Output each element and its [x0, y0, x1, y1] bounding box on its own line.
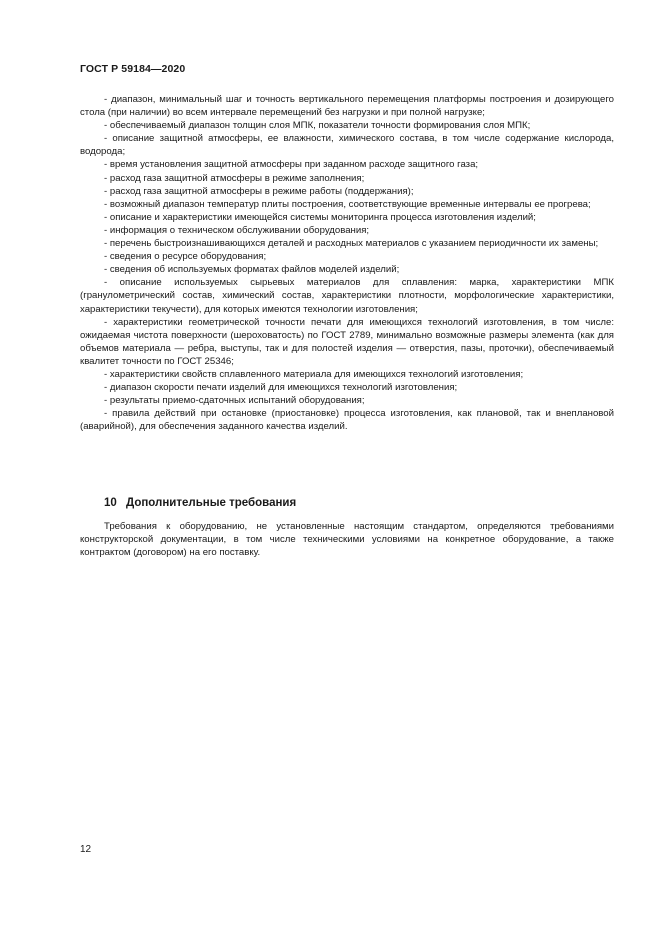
list-item: - правила действий при остановке (приостановке) процесса изготовления, как плановой, так и внеплановой (аварийной), для обеспечения заданного качества изделий. [80, 408, 614, 433]
page-number: 12 [80, 844, 92, 855]
list-item: - обеспечиваемый диапазон толщин слоя МПК, показатели точности формирования слоя МПК; [104, 120, 531, 132]
section-paragraph: Требования к оборудованию, не установленные настоящим стандартом, определяются требованиями конструкторской документации, в том числе техническими условиями на конкретное оборудование, а также контрактом (договором) на его поставку. [80, 521, 614, 559]
list-item: - описание защитной атмосферы, ее влажности, химического состава, в том числе содержание кислорода, водорода; [80, 133, 614, 158]
list-item: - характеристики геометрической точности печати для имеющихся технологий изготовления, в том числе: ожидаемая чистота поверхности (шероховатость) по ГОСТ 2789, минимально возможные размеры элемента (как для объемов материала — ребра, выступы, так и для полостей изделия — отверстия, пазы, проточки), обеспечиваемый квалитет точности по ГОСТ 25346; [80, 316, 614, 367]
section-body [80, 520, 614, 559]
list-item: - возможный диапазон температур плиты построения, соответствующие временные интервалы ее прогрева; [104, 198, 591, 210]
list-item: - сведения о ресурсе оборудования; [104, 251, 267, 263]
list-item: - диапазон, минимальный шаг и точность вертикального перемещения платформы построения и дозирующего стола (при наличии) во всем интервале перемещений без нагрузки и при полной нагрузке; [80, 94, 614, 119]
list-item: - описание используемых сырьевых материалов для сплавления: марка, характеристики МПК (гранулометрический состав, химический состав, характеристики плотности, морфологические характеристики, характеристики текучести), для которых имеются технологии изготовления; [80, 277, 614, 315]
list-item: - результаты приемо-сдаточных испытаний оборудования; [104, 395, 365, 407]
section-number: 10 [104, 497, 117, 509]
section-title: Дополнительные требования [126, 497, 297, 509]
section-heading [104, 497, 296, 509]
list-item: - сведения об используемых форматах файлов моделей изделий; [104, 264, 400, 276]
list-item: - информация о техническом обслуживании оборудования; [104, 224, 370, 236]
list-item: - описание и характеристики имеющейся системы мониторинга процесса изготовления изделий; [104, 211, 536, 223]
list-item: - расход газа защитной атмосферы в режиме заполнения; [104, 172, 365, 184]
list-item: - перечень быстроизнашивающихся деталей и расходных материалов с указанием периодичности их замены; [104, 238, 599, 250]
list-item: - расход газа защитной атмосферы в режиме работы (поддержания); [104, 185, 414, 197]
standard-designation: ГОСТ Р 59184—2020 [80, 63, 186, 75]
requirements-list [80, 93, 614, 433]
list-item: - время установления защитной атмосферы при заданном расходе защитного газа; [104, 159, 479, 171]
list-item: - диапазон скорости печати изделий для имеющихся технологий изготовления; [104, 382, 458, 394]
list-item: - характеристики свойств сплавленного материала для имеющихся технологий изготовления; [104, 368, 524, 380]
